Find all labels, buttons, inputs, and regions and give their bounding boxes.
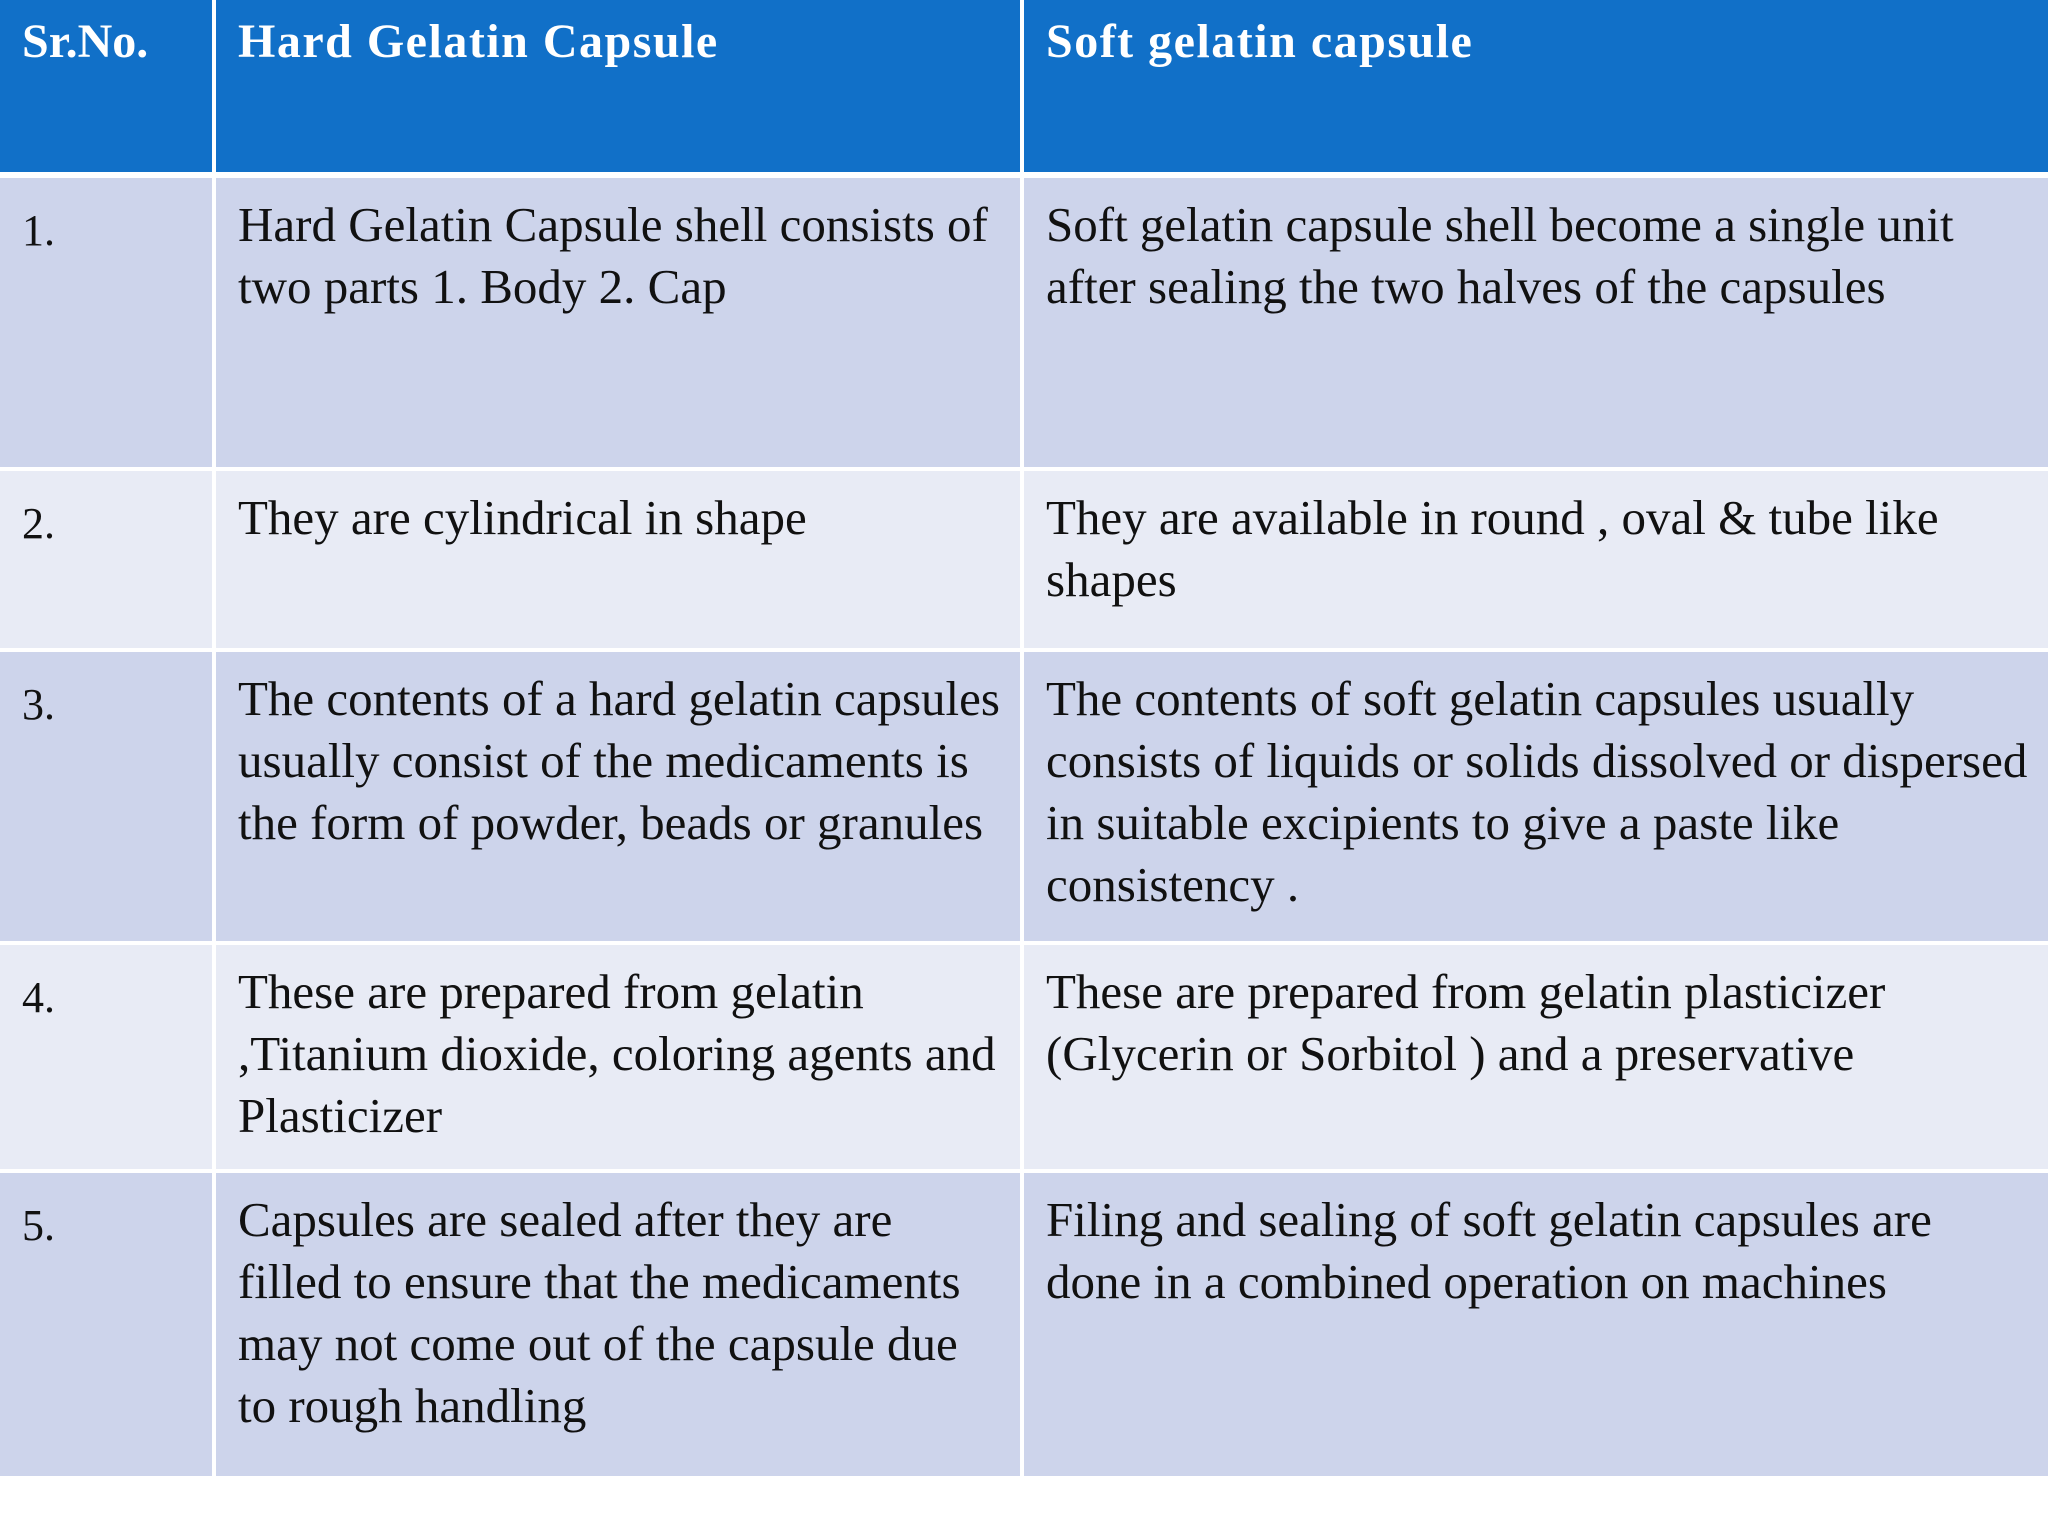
row-5-soft: Filing and sealing of soft gelatin capsules are done in a combined operation on machines [1024, 1173, 2048, 1480]
header-soft-gelatin-capsule: Soft gelatin capsule [1024, 0, 2048, 178]
row-3-soft: The contents of soft gelatin capsules usually consists of liquids or solids dissolved or dispersed in suitable excipients to give a paste like consistency . [1024, 652, 2048, 945]
row-1-soft: Soft gelatin capsule shell become a single unit after sealing the two halves of the capsules [1024, 178, 2048, 471]
row-4-hard: These are prepared from gelatin ,Titanium dioxide, coloring agents and Plasticizer [216, 945, 1024, 1173]
row-2-hard: They are cylindrical in shape [216, 471, 1024, 652]
row-3-hard: The contents of a hard gelatin capsules usually consist of the medicaments is the form of powder, beads or granules [216, 652, 1024, 945]
row-5-hard: Capsules are sealed after they are filled to ensure that the medicaments may not come out of the capsule due to rough handling [216, 1173, 1024, 1480]
row-2-soft: They are available in round , oval & tube like shapes [1024, 471, 2048, 652]
row-2-number: 2. [0, 471, 216, 652]
row-1-hard: Hard Gelatin Capsule shell consists of two parts 1. Body 2. Cap [216, 178, 1024, 471]
row-5-number: 5. [0, 1173, 216, 1480]
row-4-soft: These are prepared from gelatin plasticizer (Glycerin or Sorbitol ) and a preservative [1024, 945, 2048, 1173]
row-3-number: 3. [0, 652, 216, 945]
header-hard-gelatin-capsule: Hard Gelatin Capsule [216, 0, 1024, 178]
row-1-number: 1. [0, 178, 216, 471]
header-serial-number: Sr.No. [0, 0, 216, 178]
row-4-number: 4. [0, 945, 216, 1173]
